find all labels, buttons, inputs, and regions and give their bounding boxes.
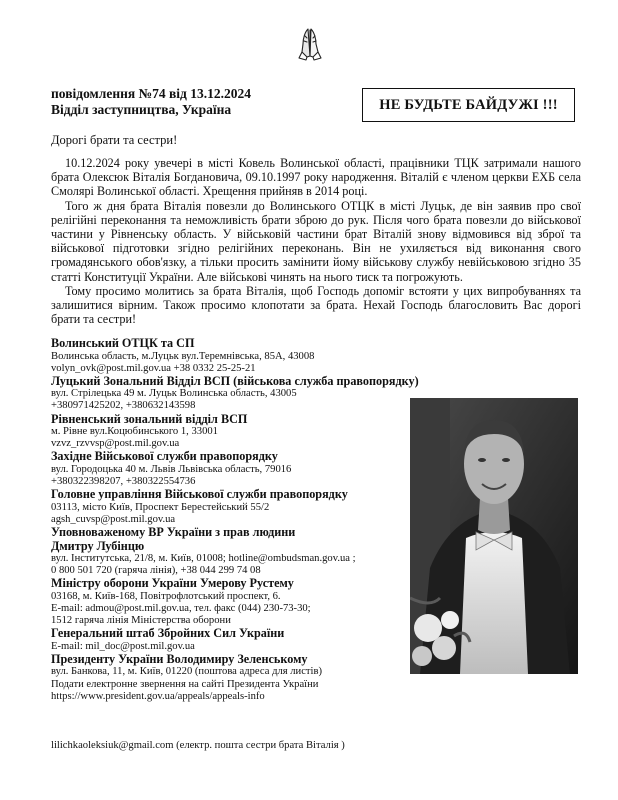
paragraph-2: Того ж дня брата Віталія повезли до Волинського ОТЦК в місті Луцьк, де він заявив про свої релігійні переконання та неможливість брати зброю до рук. Після чого брата повезли до військової частини у Рівненську область. У військовій частини брат Віталій знову відмовився від зброї та військової підготовки згідно релігійних переконань. Він не ухиляється від виконання свого громадянського обов'язку, а тільки просить замінити йому військову службу невійськовою згідно 35 статті Конституції України. Але військові чинять на нього тиск та погрожують. xyxy=(51,198,581,284)
contact-title: Волинський ОТЦК та СП xyxy=(51,336,195,350)
contact-title: Західне Військової служби правопорядку xyxy=(51,449,278,464)
contact-line: E-mail: mil_doc@post.mil.gov.ua xyxy=(51,640,195,652)
contact-line: 03168, м. Київ-168, Повітрофлотський проспект, 6. xyxy=(51,590,281,602)
contact-line: Волинська область, м.Луцьк вул.Теремнівська, 85А, 43008 xyxy=(51,350,315,362)
warning-box: НЕ БУДЬТЕ БАЙДУЖІ !!! xyxy=(362,88,575,122)
contact-line: https://www.president.gov.ua/appeals/appeals-info xyxy=(51,690,265,702)
contact-line: 1512 гаряча лінія Міністерства оборони xyxy=(51,615,231,627)
contact-line: Подати електронне звернення на сайті Президента України xyxy=(51,678,319,690)
notice-header xyxy=(51,86,251,118)
greeting: Дорогі брати та сестри! xyxy=(51,133,178,147)
contact-line: вул. Стрілецька 49 м. Луцьк Волинська область, 43005 xyxy=(51,388,297,400)
contact-line: volyn_ovk@post.mil.gov.ua +38 0332 25-25-21 xyxy=(51,362,256,374)
contact-line: E-mail: admou@post.mil.gov.ua, тел. факс (044) 230-73-30; xyxy=(51,602,311,614)
department-name: Відділ заступництва, Україна xyxy=(51,102,232,117)
contact-line: вул. Банкова, 11, м. Київ, 01220 (поштова адреса для листів) xyxy=(51,666,323,678)
paragraph-1: 10.12.2024 року увечері в місті Ковель Волинської області, працівники ТЦК затримали нашого брата Олексюк Віталія Богдановича, 09.10.1997 року народження. Віталій є членом церкви ЕХБ села Смолярі Волинської області. Хрещення прийняв в 2014 році. xyxy=(51,156,581,199)
contacts-list xyxy=(51,336,419,703)
contact-line: вул. Інститутська, 21/8, м. Київ, 01008; hotline@ombudsman.gov.ua ; xyxy=(51,553,356,565)
contact-title: Міністру оборони України Умерову Рустему xyxy=(51,576,294,591)
contact-title: Луцький Зональний Відділ ВСП (військова служба правопорядку) xyxy=(51,373,419,388)
notice-number-date: повідомлення №74 від 13.12.2024 xyxy=(51,86,251,101)
paragraph-3: Тому просимо молитись за брата Віталія, щоб Господь допоміг встояти у цих випробуваннях та залишитися вірним. Також просимо клопотати за брата. Нехай Господь благословить Вас дорогі брати та сестри! xyxy=(51,283,581,327)
contact-line: м. Рівне вул.Коцюбинського 1, 33001 xyxy=(51,426,218,438)
contact-line: +380971425202, +380632143598 xyxy=(51,400,196,412)
contact-line: agsh_cuvsp@post.mil.gov.ua xyxy=(51,513,176,525)
contact-title: Уповноваженому ВР України з прав людини xyxy=(51,524,296,539)
praying-hands-icon xyxy=(294,26,326,62)
contact-title: Головне управління Військової служби правопорядку xyxy=(51,487,348,502)
contact-line: 0 800 501 720 (гаряча лінія), +38 044 299 74 08 xyxy=(51,565,261,577)
person-photo xyxy=(410,398,578,674)
contact-title: Генеральний штаб Збройних Сил України xyxy=(51,626,285,641)
contact-line: vzvz_rzvvsp@post.mil.gov.ua xyxy=(51,438,180,450)
footer-contact: lilichkaoleksiuk@gmail.com (електр. пошта сестри брата Віталія ) xyxy=(51,740,345,751)
contact-title: Президенту України Володимиру Зеленському xyxy=(51,651,308,666)
contact-line: вул. Городоцька 40 м. Львів Львівська область, 79016 xyxy=(51,463,292,475)
contact-title: Рівненський зональний відділ ВСП xyxy=(51,411,248,426)
contact-title: Дмитру Лубінцю xyxy=(51,538,145,553)
contact-line: 03113, місто Київ, Проспект Берестейський 55/2 xyxy=(51,501,270,513)
contact-line: +380322398207, +380322554736 xyxy=(51,476,196,488)
message-body xyxy=(51,156,581,326)
